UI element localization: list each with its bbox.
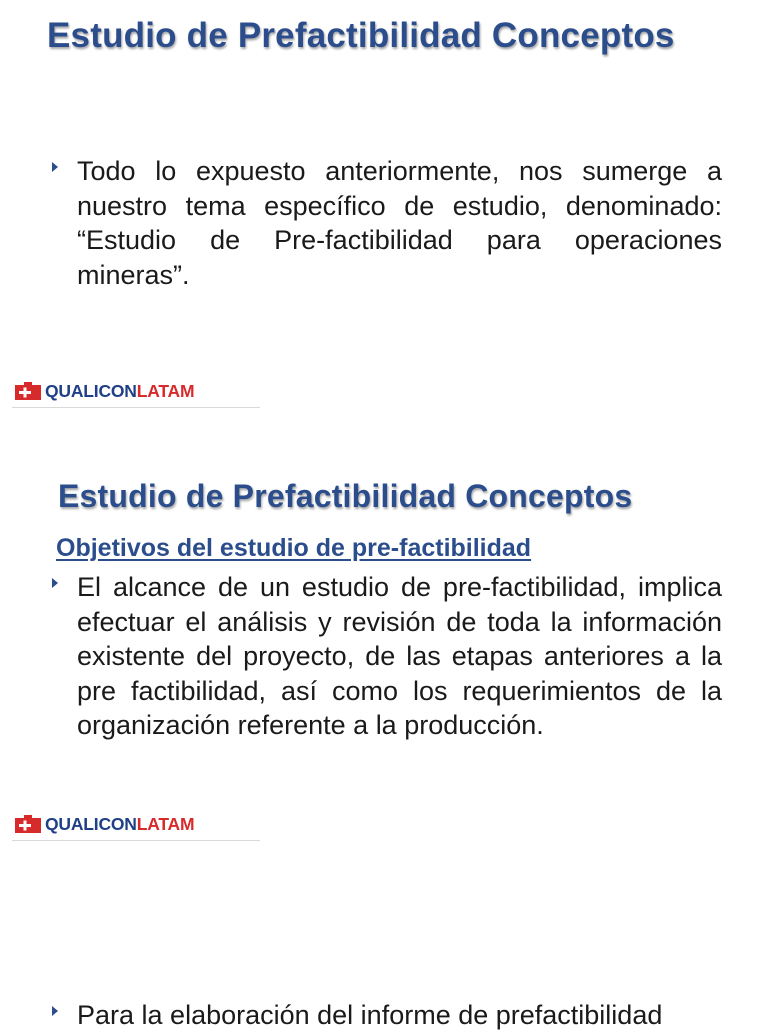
logo-wordmark <box>45 380 194 402</box>
slide2-bullet-item <box>52 570 722 743</box>
section-heading: Objetivos del estudio de pre-factibilidad <box>56 534 532 562</box>
qualiconlatam-logo <box>12 810 260 841</box>
triangle-bullet-icon <box>52 162 58 172</box>
logo-cross-icon <box>15 815 43 833</box>
slide2-title: Estudio de Prefactibilidad Conceptos <box>58 478 633 514</box>
logo-text-latam: LATAM <box>136 814 195 834</box>
logo-wordmark <box>45 813 194 835</box>
logo-text-qualicon: QUALICON <box>45 814 137 834</box>
slide1-bullet-item <box>52 154 722 292</box>
slide3-bullet-text: Para la elaboración del informe de prefactibilidad <box>77 1000 663 1030</box>
slide3-bullet-item <box>52 998 722 1033</box>
triangle-bullet-icon <box>52 1006 58 1016</box>
slide2-bullet-text: El alcance de un estudio de pre-factibilidad, implica efectuar el análisis y revisión de toda la información existente del proyecto, de las etapas anteriores a la pre factibilidad, así como los requerimientos de la organización referente a la producción. <box>77 572 722 740</box>
logo-cross-icon <box>15 382 43 400</box>
logo-text-qualicon: QUALICON <box>45 381 137 401</box>
slide1-title: Estudio de Prefactibilidad Conceptos <box>47 16 675 55</box>
triangle-bullet-icon <box>52 578 58 588</box>
qualiconlatam-logo <box>12 377 260 408</box>
slide1-bullet-text: Todo lo expuesto anteriormente, nos sumerge a nuestro tema específico de estudio, denominado: “Estudio de Pre-factibilidad para operaciones mineras”. <box>77 156 722 290</box>
logo-text-latam: LATAM <box>136 381 195 401</box>
